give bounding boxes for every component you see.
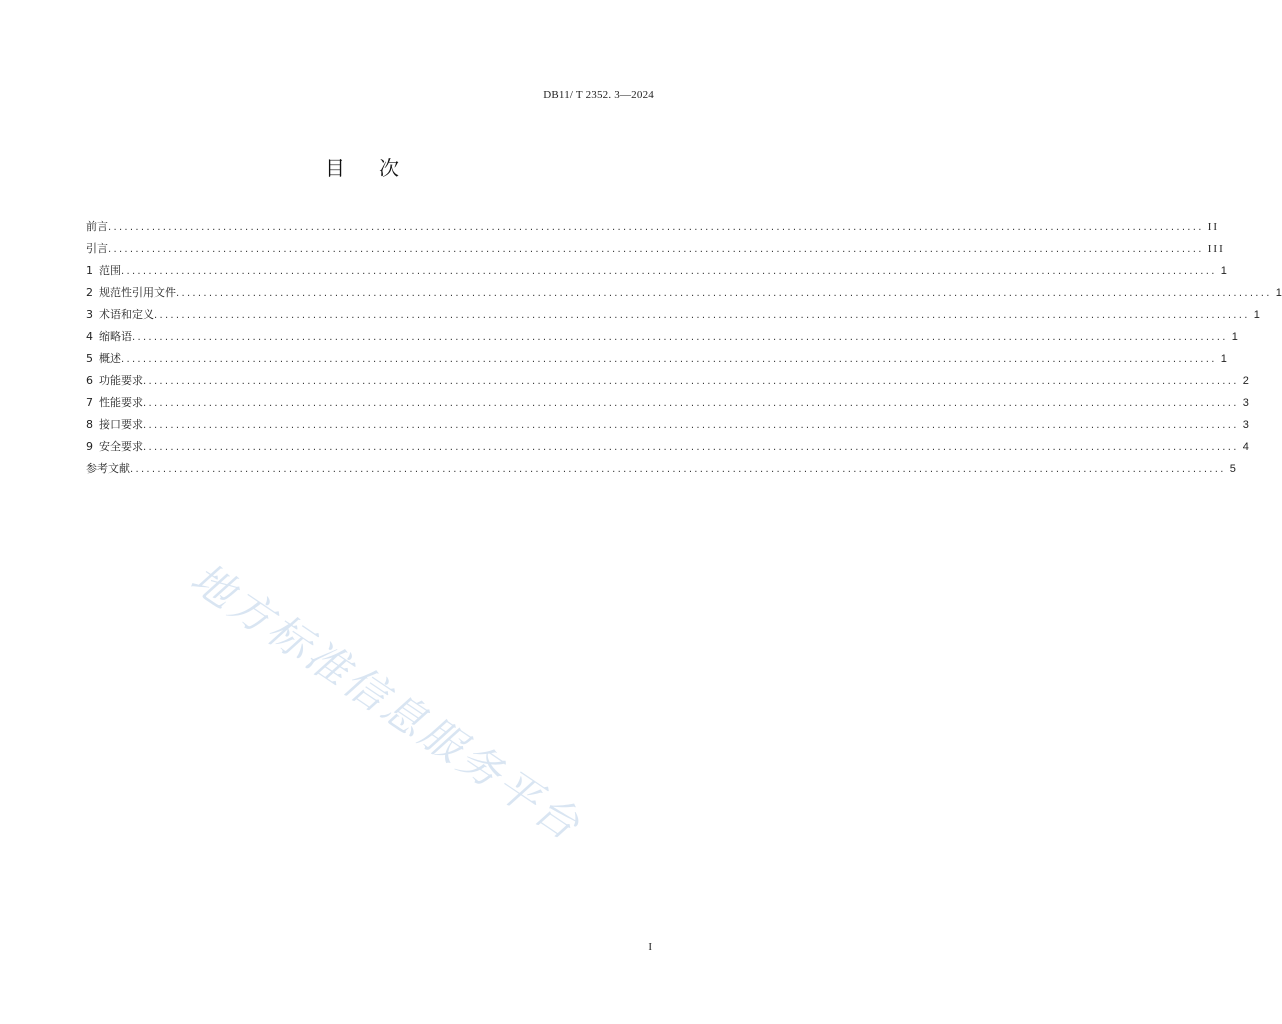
toc-entry[interactable] bbox=[86, 216, 1220, 238]
toc-entry-label bbox=[86, 282, 176, 304]
toc-entry-text: 术语和定义 bbox=[99, 308, 154, 321]
toc-entry-page: 1 bbox=[1253, 309, 1260, 321]
toc-leader-dots: ........................................................................................................................................................................................................ bbox=[130, 464, 1226, 475]
toc-entry-text: 范围 bbox=[99, 264, 121, 277]
toc-entry-label bbox=[86, 392, 143, 414]
toc-entry-number: 3 bbox=[86, 308, 93, 321]
toc-entry-label bbox=[86, 304, 154, 326]
toc-entry-number: 1 bbox=[86, 264, 93, 277]
toc-entry-label bbox=[86, 260, 121, 282]
toc-entry-label bbox=[86, 348, 121, 370]
toc-entry-label bbox=[86, 238, 108, 260]
toc-leader-dots: ........................................................................................................................................................................................................ bbox=[132, 332, 1228, 343]
toc-leader-dots: ........................................................................................................................................................................................................ bbox=[143, 376, 1239, 387]
toc-entry-number: 5 bbox=[86, 352, 93, 365]
toc-entry[interactable] bbox=[86, 238, 1225, 260]
toc-entry[interactable] bbox=[86, 436, 1249, 458]
toc-entry[interactable] bbox=[86, 348, 1227, 370]
toc-leader-dots: ........................................................................................................................................................................................................ bbox=[121, 354, 1217, 365]
toc-entry-text: 规范性引用文件 bbox=[99, 286, 176, 299]
toc-entry-label bbox=[86, 216, 108, 238]
document-code: DB11/ T 2352. 3—2024 bbox=[543, 89, 654, 101]
toc-leader-dots: ........................................................................................................................................................................................................ bbox=[154, 310, 1250, 321]
toc-entry[interactable] bbox=[86, 458, 1236, 480]
toc-entry-text: 性能要求 bbox=[99, 396, 143, 409]
toc-leader-dots: ........................................................................................................................................................................................................ bbox=[143, 420, 1239, 431]
toc-entry-text: 前言 bbox=[86, 220, 108, 233]
toc-entry-page: 1 bbox=[1275, 287, 1282, 299]
toc-leader-dots: ........................................................................................................................................................................................................ bbox=[108, 222, 1204, 233]
toc-entry-label bbox=[86, 414, 143, 436]
toc-leader-dots: ........................................................................................................................................................................................................ bbox=[143, 442, 1239, 453]
toc-leader-dots: ........................................................................................................................................................................................................ bbox=[176, 288, 1272, 299]
watermark: 地方标准信息服务平台 bbox=[182, 553, 591, 852]
toc-entry-number: 2 bbox=[86, 286, 93, 299]
toc-entry-text: 概述 bbox=[99, 352, 121, 365]
toc-entry[interactable] bbox=[86, 304, 1260, 326]
toc-entry-number: 6 bbox=[86, 374, 93, 387]
toc-entry-page: II bbox=[1207, 221, 1220, 233]
toc-entry-text: 接口要求 bbox=[99, 418, 143, 431]
toc-entry[interactable] bbox=[86, 282, 1282, 304]
toc-entry-text: 功能要求 bbox=[99, 374, 143, 387]
toc-entry-number: 7 bbox=[86, 396, 93, 409]
toc-entry-text: 安全要求 bbox=[99, 440, 143, 453]
toc-entry[interactable] bbox=[86, 260, 1227, 282]
toc-entry-label bbox=[86, 326, 132, 348]
toc-entry[interactable] bbox=[86, 392, 1249, 414]
toc-entry-number: 9 bbox=[86, 440, 93, 453]
toc-title-char-1: 目 bbox=[325, 156, 345, 180]
toc-entry-text: 引言 bbox=[86, 242, 108, 255]
toc-title bbox=[0, 152, 724, 181]
toc-entry-page: 3 bbox=[1242, 419, 1249, 431]
toc-entry-page: III bbox=[1207, 243, 1225, 255]
toc-entry-label bbox=[86, 458, 130, 480]
toc-entry-page: 5 bbox=[1229, 463, 1236, 475]
toc-entry-page: 1 bbox=[1220, 353, 1227, 365]
toc-entry-page: 4 bbox=[1242, 441, 1249, 453]
toc-leader-dots: ........................................................................................................................................................................................................ bbox=[108, 244, 1204, 255]
page-number: I bbox=[648, 941, 652, 953]
toc-entry-label bbox=[86, 370, 143, 392]
toc-entry-label bbox=[86, 436, 143, 458]
toc-entry-page: 2 bbox=[1242, 375, 1249, 387]
toc-leader-dots: ........................................................................................................................................................................................................ bbox=[121, 266, 1217, 277]
toc-entry-text: 参考文献 bbox=[86, 462, 130, 475]
table-of-contents bbox=[86, 216, 1282, 480]
toc-entry[interactable] bbox=[86, 414, 1249, 436]
toc-entry[interactable] bbox=[86, 326, 1238, 348]
toc-entry-page: 1 bbox=[1220, 265, 1227, 277]
toc-entry-text: 缩略语 bbox=[99, 330, 132, 343]
toc-title-char-2: 次 bbox=[379, 156, 399, 180]
toc-entry-number: 8 bbox=[86, 418, 93, 431]
toc-entry-page: 1 bbox=[1231, 331, 1238, 343]
toc-leader-dots: ........................................................................................................................................................................................................ bbox=[143, 398, 1239, 409]
toc-entry[interactable] bbox=[86, 370, 1249, 392]
toc-entry-number: 4 bbox=[86, 330, 93, 343]
toc-entry-page: 3 bbox=[1242, 397, 1249, 409]
